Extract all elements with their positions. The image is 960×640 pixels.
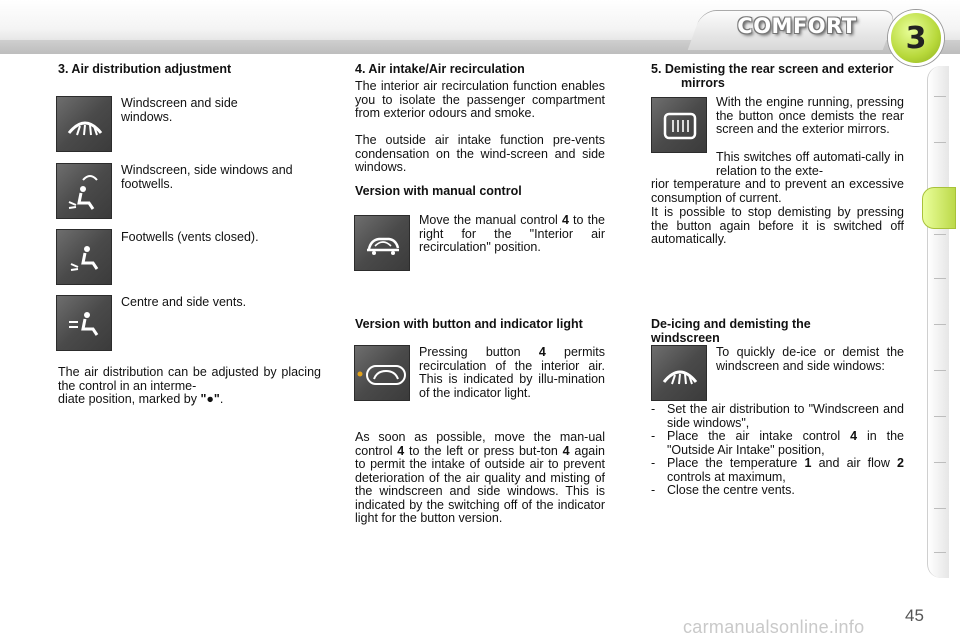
control-number: 1 <box>804 456 812 470</box>
distribution-option-label: Windscreen, side windows and footwells. <box>121 163 293 191</box>
distribution-option-label: Windscreen and side windows. <box>121 96 238 124</box>
list-item <box>651 403 904 430</box>
tab-divider <box>934 278 946 279</box>
text-fragment: As soon as possible, move the man-ual control <box>355 430 605 458</box>
distribution-option-label: Centre and side vents. <box>121 295 247 309</box>
control-number: 4 <box>397 443 405 458</box>
section-heading-demisting: 5. Demisting the rear screen and exterior mirrors <box>651 62 894 90</box>
demisting-text: With the engine running, pressing the button once demists the rear screen and the exterior mirrors. <box>716 95 904 136</box>
tab-divider <box>934 96 946 97</box>
closing-paragraph <box>355 431 605 526</box>
note-end: . <box>219 392 224 406</box>
demisting-text: rior temperature and to prevent an excessive consumption of current. <box>651 177 904 205</box>
active-chapter-tab[interactable] <box>922 187 956 229</box>
list-dash: - <box>651 402 656 416</box>
section-heading-air-intake: 4. Air intake/Air recirculation <box>355 62 525 76</box>
text-fragment: to the left or press but-ton <box>409 443 558 458</box>
text-fragment: controls at maximum, <box>667 469 786 484</box>
note-line: diate position, marked by <box>58 392 197 406</box>
text-fragment: in the "Outside Air Intake" position, <box>667 429 904 457</box>
text-fragment: permits recirculation of the interior air. This is indicated by illu-mination of the indicator light. <box>419 345 605 400</box>
text-fragment: to the right for the "Interior air recirculation" position. <box>419 213 605 254</box>
text-fragment: again to permit the intake of outside air to prevent deterioration of the air quality and misting of the windscreen and side windows. This is indicated by the switching off of the indicator light for the button version. <box>355 443 605 525</box>
control-number: 4 <box>562 443 570 458</box>
tab-divider <box>934 462 946 463</box>
text-fragment: Move the manual control <box>419 213 558 227</box>
tab-divider <box>934 370 946 371</box>
recirculation-button-icon <box>354 345 410 401</box>
watermark: carmanualsonline.info <box>683 617 865 637</box>
list-item-text <box>667 430 904 457</box>
list-dash: - <box>651 456 656 470</box>
tab-divider <box>934 416 946 417</box>
list-item-text: Set the air distribution to "Windscreen and side windows", <box>667 402 904 430</box>
control-number: 2 <box>897 456 904 470</box>
list-dash: - <box>651 429 656 443</box>
text-fragment: Place the temperature <box>667 456 798 470</box>
list-item-text <box>667 457 904 484</box>
chapter-title: COMFORT <box>737 14 857 38</box>
page-number: 45 <box>905 606 924 625</box>
rear-screen-demist-icon <box>651 97 707 153</box>
tab-divider <box>934 552 946 553</box>
chapter-number-badge: 3 <box>888 10 944 66</box>
air-intake-paragraph: The interior air recirculation function enables you to isolate the passenger compartment from exterior odours and smoke. <box>355 79 605 120</box>
subheading-deicing: De-icing and demisting the windscreen <box>651 317 811 345</box>
intermediate-mark: "●" <box>200 392 220 406</box>
subheading-button-indicator: Version with button and indicator light <box>355 317 583 331</box>
text-fragment: and air flow <box>818 456 890 470</box>
button-version-text <box>419 346 605 400</box>
control-number: 4 <box>561 213 569 227</box>
text-fragment: Place the air intake control <box>667 429 841 443</box>
list-item-text: Close the centre vents. <box>667 483 795 497</box>
list-item <box>651 457 904 484</box>
windscreen-demist-icon <box>651 345 707 401</box>
tab-divider <box>934 234 946 235</box>
air-intake-paragraph: The outside air intake function pre-vents condensation on the wind-screen and side windows. <box>355 133 605 174</box>
distribution-note <box>58 366 321 407</box>
recirculation-icon <box>354 215 410 271</box>
demisting-text: It is possible to stop demisting by pressing the button again before it is switched off automatically. <box>651 205 904 246</box>
list-dash: - <box>651 483 656 497</box>
manual-control-text <box>419 214 605 255</box>
section-heading-air-distribution: 3. Air distribution adjustment <box>58 62 232 76</box>
note-line: The air distribution can be adjusted by placing the control in an interme- <box>58 365 321 393</box>
subheading-manual-control: Version with manual control <box>355 184 522 198</box>
text-fragment: Pressing button <box>419 345 521 359</box>
tab-divider <box>934 324 946 325</box>
windscreen-demist-icon <box>56 96 112 152</box>
footwell-icon <box>56 229 112 285</box>
tab-divider <box>934 142 946 143</box>
control-number: 4 <box>538 345 546 359</box>
windscreen-footwell-icon <box>56 163 112 219</box>
demisting-text: This switches off automati-cally in relation to the exte- <box>716 150 904 178</box>
distribution-option-label: Footwells (vents closed). <box>121 230 259 244</box>
list-item <box>651 430 904 457</box>
tab-divider <box>934 508 946 509</box>
deicing-text: To quickly de-ice or demist the windscreen and side windows: <box>716 345 904 373</box>
deicing-steps <box>651 403 904 498</box>
control-number: 4 <box>850 429 858 443</box>
centre-vent-icon <box>56 295 112 351</box>
list-item <box>651 484 904 498</box>
